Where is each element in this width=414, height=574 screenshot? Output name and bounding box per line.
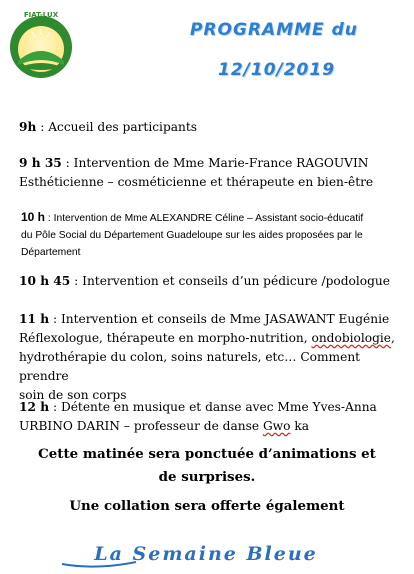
program-item-9h: [19, 118, 406, 137]
program-text: Intervention et conseils de Mme JASAWANT Eugénie: [60, 312, 390, 326]
program-text: Intervention de Mme ALEXANDRE Céline – Assistant socio-éducatif: [53, 213, 364, 224]
time-separator: :: [70, 274, 83, 288]
program-text: du Pôle Social du Département Guadeloupe sur les aides proposées par le: [21, 230, 363, 241]
program-text: ka: [290, 419, 309, 433]
time-separator: :: [49, 312, 61, 326]
program-text: Détente en musique et danse avec Mme Yves-Anna: [60, 400, 377, 414]
program-item-11h: [19, 310, 406, 405]
program-time: 9 h 35: [19, 156, 62, 170]
page-title: PROGRAMME du: [190, 20, 358, 40]
program-item-10h45: [19, 272, 406, 291]
program-text: ,: [391, 331, 395, 345]
time-separator: :: [45, 213, 54, 224]
program-text: soin de son corps: [19, 388, 127, 402]
program-text: Réflexologue, thérapeute en morpho-nutrition,: [19, 331, 312, 345]
program-time: 12 h: [19, 400, 50, 414]
program-text: Intervention et conseils d’un pédicure /podologue: [82, 274, 390, 288]
semaine-bleue-wordmark-icon: [56, 540, 356, 570]
program-item-10h: [21, 209, 406, 261]
time-separator: :: [49, 400, 61, 414]
program-text: URBINO DARIN – professeur de danse: [19, 419, 263, 433]
program-time: 11 h: [19, 312, 50, 326]
time-separator: :: [36, 120, 49, 134]
closing-line: de surprises.: [158, 469, 256, 485]
misspelled-word: ondobiologie: [311, 331, 392, 345]
program-text: Esthéticienne – cosméticienne et thérapeute en bien-être: [19, 175, 374, 189]
program-text: Accueil des participants: [48, 120, 198, 134]
time-separator: :: [61, 156, 74, 170]
semaine-bleue-logo: [56, 540, 356, 570]
closing-text: [0, 443, 414, 489]
fiat-lux-logo: [7, 5, 75, 83]
program-text: hydrothérapie du colon, soins naturels, etc… Comment prendre: [19, 350, 361, 383]
logo-emblem-icon: [7, 5, 75, 83]
closing-line: Cette matinée sera ponctuée d’animations et: [38, 446, 376, 462]
program-date: 12/10/2019: [218, 60, 336, 80]
collation-text: Une collation sera offerte également: [69, 498, 345, 514]
brand-text: La Semaine Bleue: [94, 543, 318, 565]
program-text: Département: [21, 247, 81, 258]
program-item-9h35: [19, 154, 406, 192]
logo-text: FIAT-LUX: [23, 11, 59, 19]
program-time: 10 h: [21, 210, 46, 224]
program-text: Intervention de Mme Marie-France RAGOUVIN: [73, 156, 369, 170]
program-time: 10 h 45: [19, 274, 71, 288]
program-item-12h: [19, 398, 406, 436]
program-time: 9h: [19, 120, 37, 134]
misspelled-word: Gwo: [262, 419, 291, 433]
